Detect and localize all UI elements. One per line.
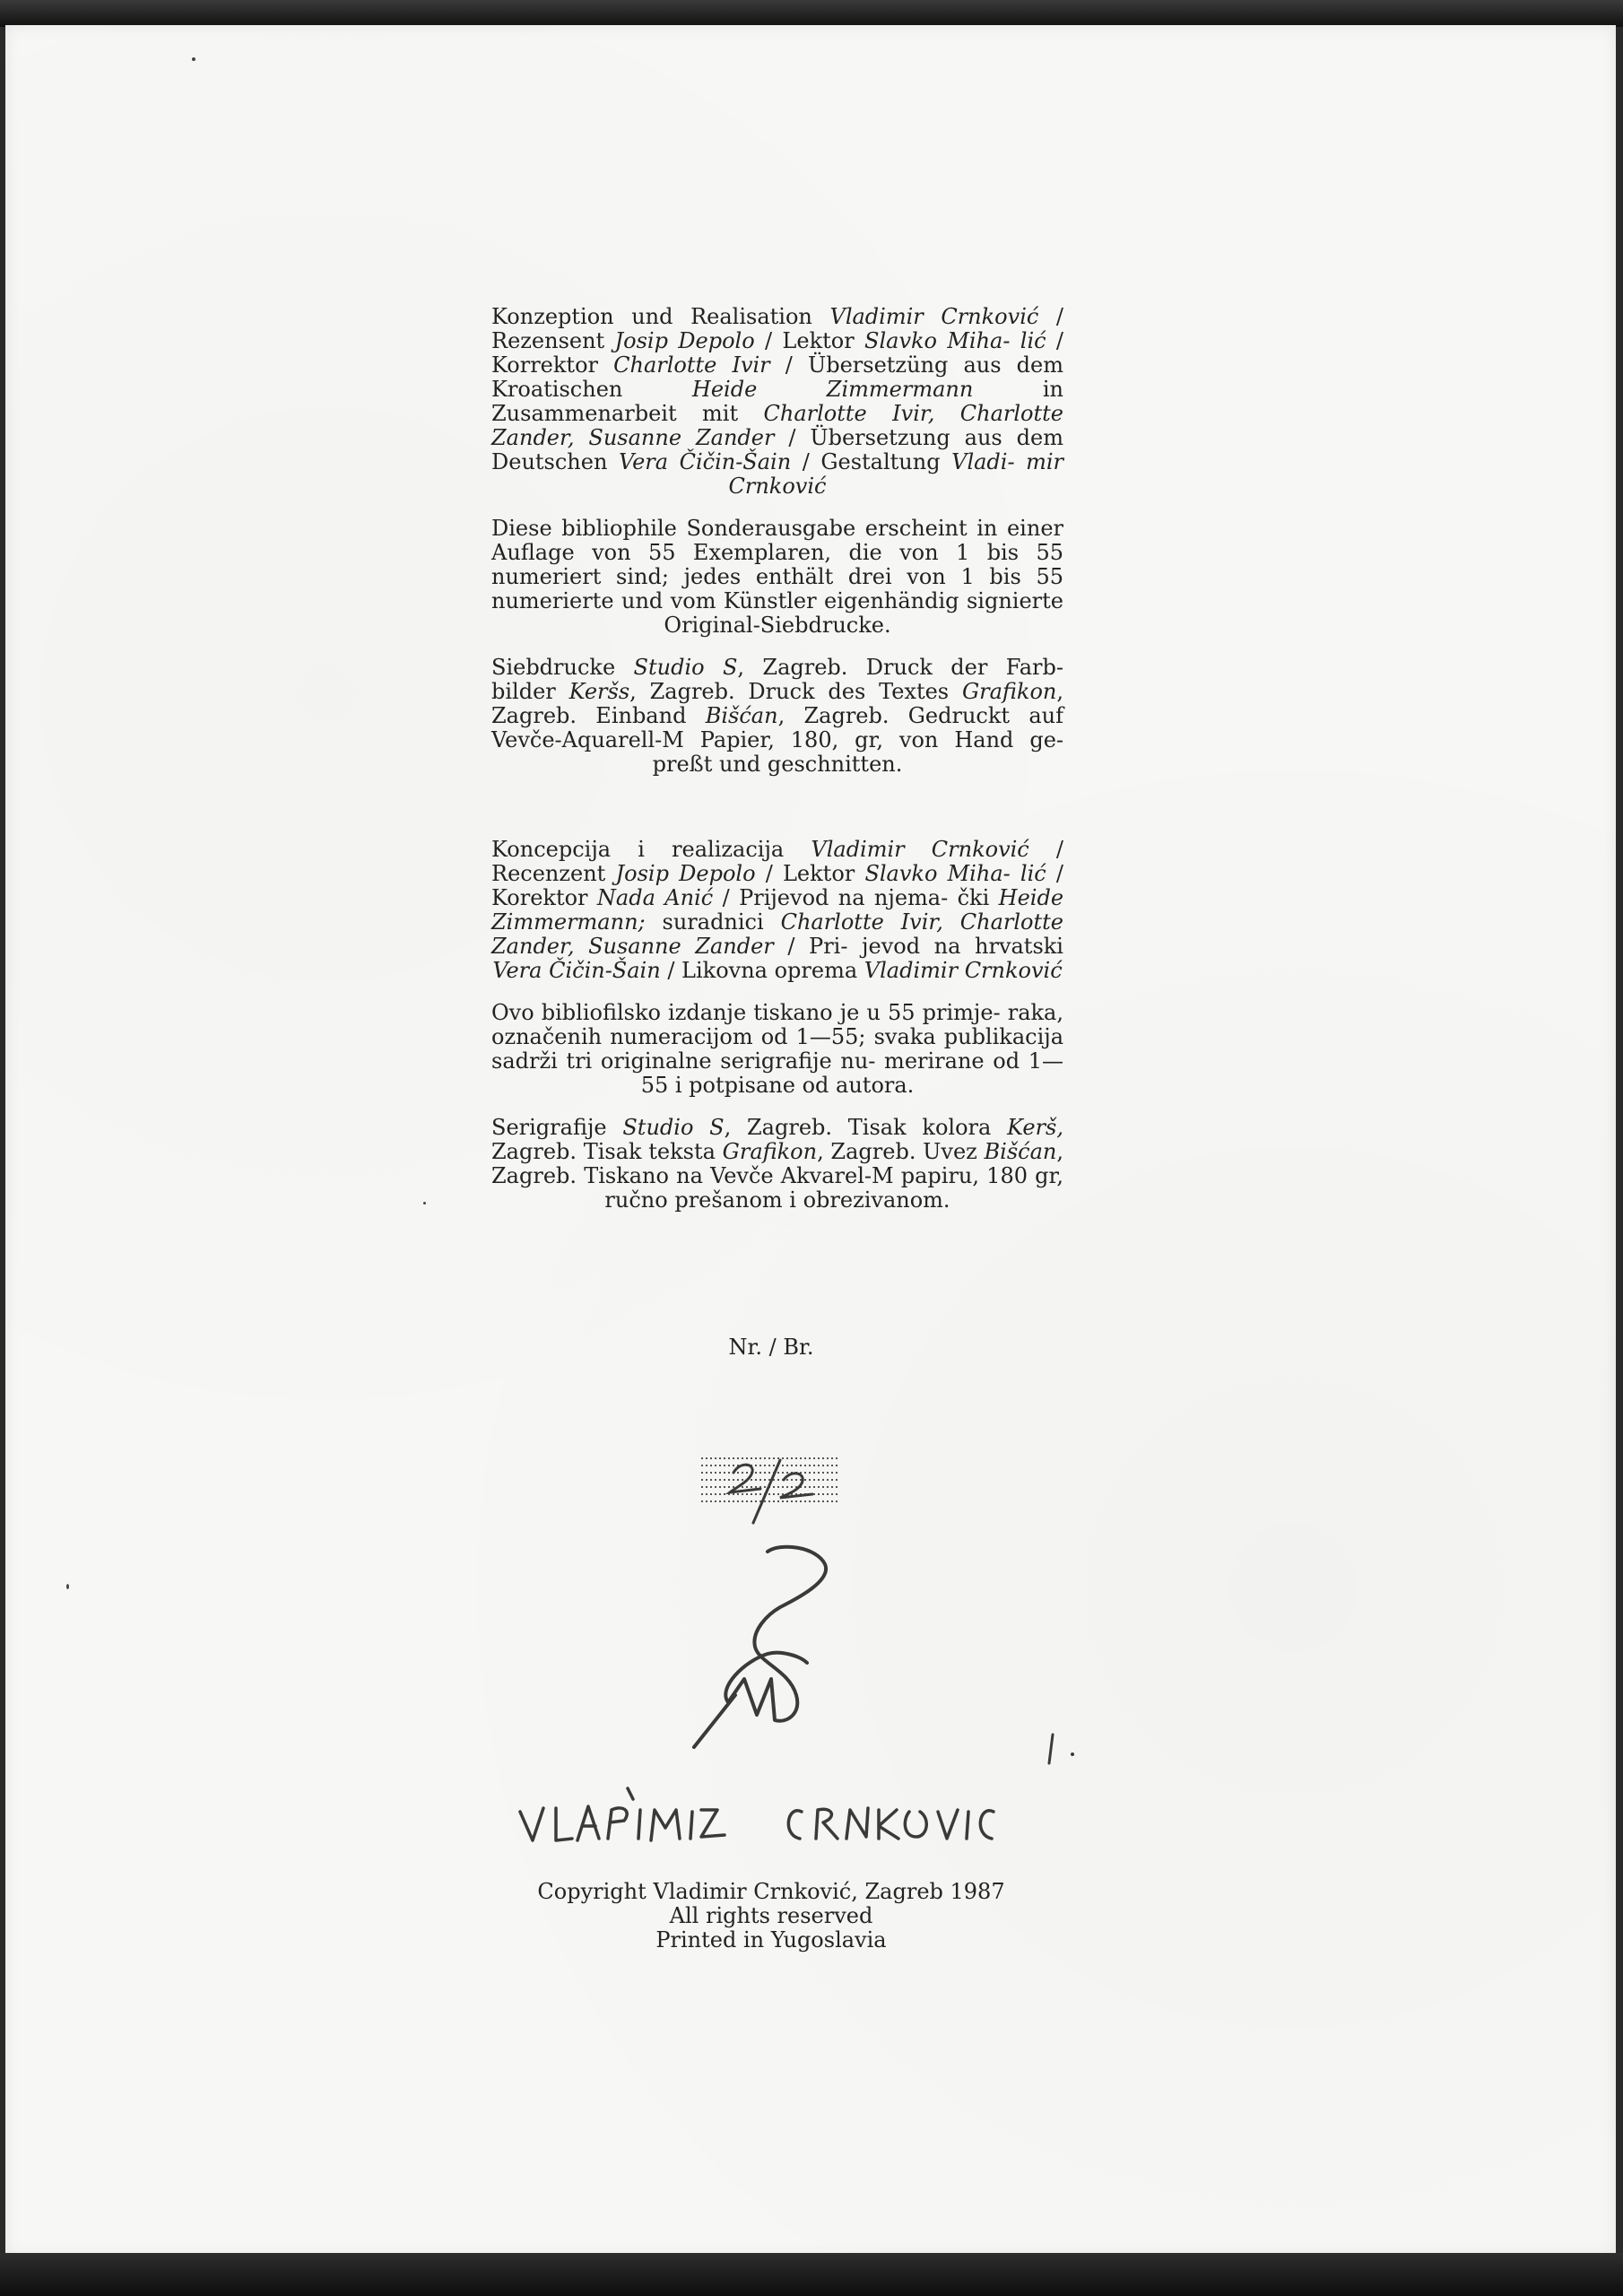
text-run: / Übersetzung aus dem Deutschen [491, 425, 1063, 474]
name-run: Vera Čičin-Šain [492, 958, 661, 983]
pencil-tick-mark [1046, 1731, 1081, 1767]
colophon-german [491, 305, 1063, 795]
text-run: / Lektor [754, 328, 865, 353]
text-run: , Zagreb. Druck des Textes [629, 679, 962, 704]
number-label: Nr. / Br. [728, 1335, 814, 1360]
edition-paragraph-german: Diese bibliophile Sonderausgabe erscheint in einer Auflage von 55 Exemplaren, die von 1 bis 55 numeriert sind; jedes enthält drei von 1 bis 55 numerierte und vom Künstler eigenhändig signierte Original-Siebdrucke. [491, 516, 1063, 638]
text-run: , Zagreb. Einband [491, 679, 1063, 728]
production-paragraph-german [491, 656, 1063, 777]
production-paragraph-croatian [491, 1116, 1063, 1213]
name-run: Grafikon [961, 679, 1057, 704]
text-run: Siebdrucke [491, 655, 634, 680]
name-run: Charlotte Ivir, Charlotte Zander, Susanne Zander [491, 909, 1063, 959]
credits-paragraph-german [491, 305, 1063, 499]
text-run: / Prijevod na njema- čki [713, 885, 999, 910]
bottom-binding-edge [0, 2253, 1623, 2296]
name-run: Vladimir Crnković [829, 304, 1039, 329]
name-run: Vladimir Crnković [864, 958, 1063, 983]
name-run: Charlotte Ivir, Charlotte Zander, Susanne Zander [491, 401, 1063, 450]
paper-speck [423, 1202, 426, 1205]
text-run: / Rezensent [491, 304, 1063, 353]
name-run: Nada Anić [596, 885, 714, 910]
text-run: / Lektor [755, 861, 865, 886]
name-run: Vera Čičin-Šain [618, 449, 792, 474]
handwritten-name-signature [516, 1785, 1063, 1866]
colophon-croatian [491, 838, 1063, 1231]
name-run: Josip Depolo [614, 328, 755, 353]
name-run: Heide Zimmermann [691, 377, 974, 402]
name-run: Josip Depolo [615, 861, 756, 886]
top-binding-edge [0, 0, 1623, 27]
text-run: , Zagreb. Gedruckt auf Vevče-Aquarell-M Papier, 180, gr, von Hand ge- preßt und geschnitten. [491, 703, 1063, 777]
copyright-line: Copyright Vladimir Crnković, Zagreb 1987 [537, 1879, 1005, 1904]
text-run: / Korrektor [491, 328, 1063, 378]
monogram-signature [681, 1544, 861, 1751]
text-run: / Gestaltung [791, 449, 952, 474]
text-run: , Zagreb. Tiskano na Vevče Akvarel-M papiru, 180 gr, ručno prešanom i obrezivanom. [491, 1139, 1063, 1213]
name-run: Kerš, [1007, 1115, 1063, 1140]
text-run: suradnici [645, 909, 781, 935]
text-run: in Zusammenarbeit mit [491, 377, 1063, 426]
text-run: , Zagreb. Tisak kolora [724, 1115, 1008, 1140]
name-run: Slavko Miha- lić [864, 861, 1046, 886]
name-run: Vladi- mir Crnković [728, 449, 1064, 499]
paper-speck [66, 1584, 69, 1589]
name-run: Vladimir Crnković [811, 837, 1029, 862]
name-run: Bišćan [984, 1139, 1057, 1164]
edition-paragraph-croatian: Ovo bibliofilsko izdanje tiskano je u 55 primje- raka, označenih numeracijom od 1—55; svaka publikacija sadrži tri originalne serigrafije nu- merirane od 1—55 i potpisane od autora. [491, 1000, 1063, 1098]
rights-line: All rights reserved [669, 1903, 873, 1928]
text-run: / Likovna oprema [660, 958, 864, 983]
paper-speck [192, 57, 195, 61]
handwritten-number-2-of-2 [730, 1460, 812, 1523]
name-run: Heide Zimmermann; [491, 885, 1064, 935]
text-run: / Übersetzüng aus dem Kroatischen [491, 352, 1063, 402]
text-run: Koncepcija i realizacija [491, 837, 812, 862]
name-run: Charlotte Ivir [613, 352, 770, 378]
text-run: , Zagreb. Druck der Farb- bilder [491, 655, 1063, 704]
text-run: Serigrafije [491, 1115, 623, 1140]
name-run: Studio S [633, 655, 738, 680]
name-run: Keršs [568, 679, 630, 704]
name-run: Studio S [622, 1115, 725, 1140]
text-run: Zagreb. Tisak teksta [491, 1139, 723, 1164]
credits-paragraph-croatian [491, 838, 1063, 983]
text-run: , Zagreb. Uvez [817, 1139, 985, 1164]
handwritten-number-field [698, 1453, 841, 1525]
text-run: / Pri- jevod na hrvatski [773, 934, 1063, 959]
name-run: Grafikon [722, 1139, 818, 1164]
text-run: / Recenzent [491, 837, 1064, 886]
text-run: / Korektor [491, 861, 1063, 910]
text-run: Konzeption und Realisation [491, 304, 830, 329]
copyright-block [484, 1880, 1058, 1952]
name-run: Bišćan [705, 703, 778, 728]
dotted-lines [701, 1458, 838, 1501]
printed-in-line: Printed in Yugoslavia [655, 1927, 887, 1952]
name-run: Slavko Miha- lić [864, 328, 1046, 353]
